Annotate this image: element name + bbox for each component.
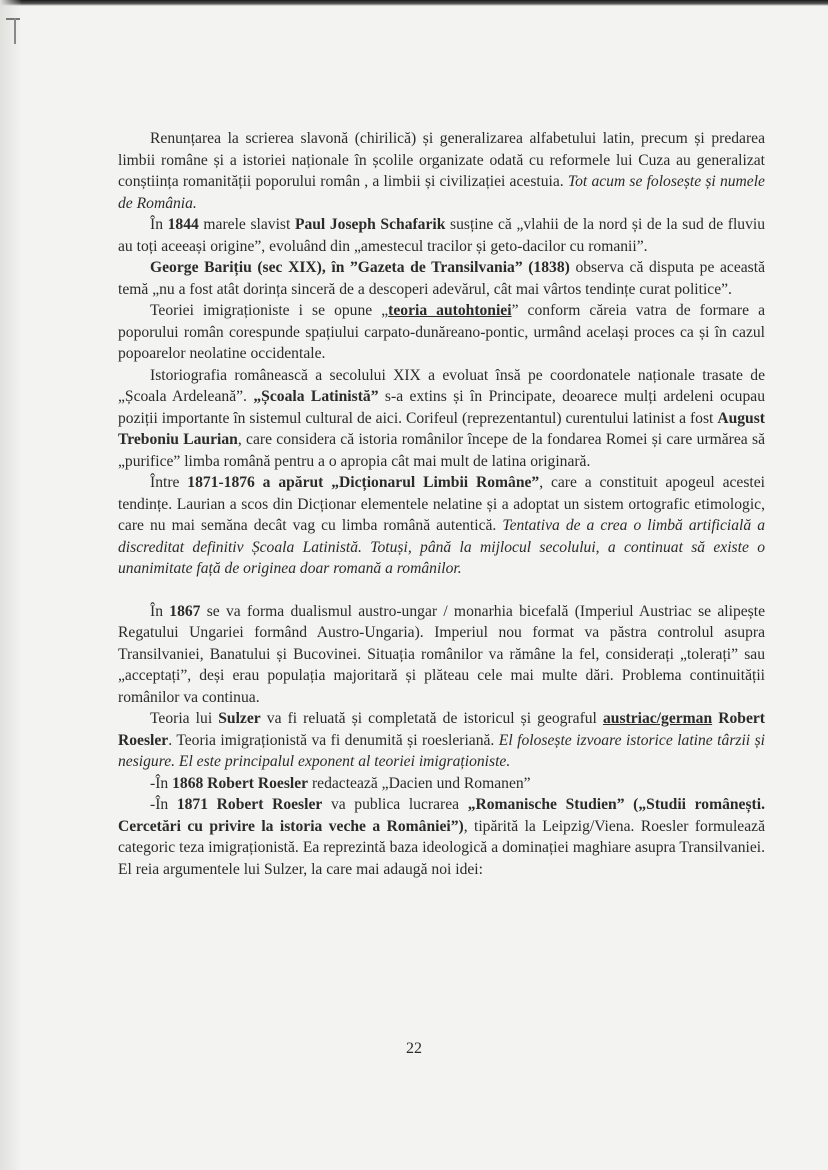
text-run: observa că disputa pe această temă „nu a fost atât dorința sinceră de a descoperi adevărul, cât mai vârtos tendințe curat politice”.: [118, 259, 765, 298]
text-run: , care a constituit apogeul acestei tendințe. Laurian a scos din Dicționar elementele nelatine și a adoptat un sistem ortografic etimologic, care nu mai semăna decât vag cu limba română autentică.: [118, 474, 765, 534]
scan-crop-mark: [6, 18, 20, 20]
text-run: Teoria lui: [150, 710, 219, 727]
text-run: susține că „vlahii de la nord și de la sud de fluviu au toți aceeași origine”, evoluând din „amestecul tracilor și geto-dacilor cu romanii”.: [118, 216, 765, 255]
text-run: , tipărită la Leipzig/Viena. Roesler formulează categoric teza imigraționistă. Ea reprezintă baza ideologică a dominației maghiare asupra Transilvaniei. El reia argumentele lui Sulzer, la care mai adaugă noi idei:: [118, 817, 765, 878]
text-run: -În: [150, 774, 173, 792]
paragraph-dualism: [118, 601, 765, 709]
paragraph-sulzer-roesler: [118, 708, 765, 773]
text-run: va publica lucrarea: [322, 796, 468, 813]
scan-top-edge: [0, 0, 828, 6]
text-run: redactează „Dacien und Romanen”: [308, 774, 531, 792]
list-item-1871: [118, 794, 765, 880]
paragraph-autohtonie: [118, 300, 765, 365]
scan-left-shadow: [0, 0, 22, 1170]
text-run: Istoriografia românească a secolului XIX a evoluat însă pe coordonatele naționale trasate de „Școala Ardeleană”.: [118, 366, 765, 405]
paragraph-baritiu: [118, 257, 765, 300]
text-run: Teoriei imigraționiste i se opune „: [150, 302, 389, 319]
bold-text: „Romanische Studien” („Studii românești. Cercetări cu privire la istoria veche a României”): [118, 796, 765, 835]
bold-text: 1868 Robert Roesler: [172, 774, 309, 792]
text-run: va fi reluată și completată de istoricul și geograful: [260, 710, 603, 727]
text-run: se va forma dualismul austro-ungar / monarhia bicefală (Imperiul Austriac se alipește Regatului Ungariei formând Austro-Ungaria). Imperiul nou format va păstra controlul asupra Transilvaniei, Banatului și Bucovinei. Situația românilor va rămâne la fel, considerați „tolerați” sau „acceptați”, deși erau populația majoritară și plăteau cele mai multe dări. Problema continuității românilor va continua.: [118, 602, 765, 706]
bold-text: 1867: [169, 602, 201, 620]
list-item-1868: [118, 773, 765, 795]
paragraph-schafarik: [118, 214, 765, 257]
bold-text: teoria autohtoniei: [388, 302, 512, 319]
text-run: Între: [150, 474, 188, 491]
text-run: Renunțarea la scrierea slavonă (chirilică) și generalizarea alfabetului latin, precum și predarea limbii române și a istoriei naționale în școlile organizate odată cu reformele lui Cuza au generalizat conștiința romanității poporului român , a limbii și civilizației acestuia.: [118, 130, 765, 190]
bold-text: Sulzer: [218, 710, 261, 727]
text-run: În: [150, 216, 168, 233]
italic-text: Totuși, până la mijlocul secolului, a continuat să existe o unanimitate față de originea doar romană a românilor.: [118, 538, 765, 577]
text-run: În: [150, 602, 170, 620]
paragraph-cuza-reforms: [118, 128, 765, 214]
italic-text: Tot acum se folosește și numele de România.: [118, 173, 765, 212]
page-number: 22: [406, 1040, 422, 1057]
bold-text: 1871 Robert Roesler: [176, 796, 323, 813]
bold-text: Paul Joseph Schafarik: [294, 216, 446, 233]
text-run: ” conform căreia vatra de formare a poporului român corespunde spațiului carpato-dunăreano-pontic, urmând același proces ca și în cazul popoarelor neolatine occidentale.: [118, 302, 765, 362]
bold-text: 1871-1876 a apărut „Dicționarul Limbii Române”: [187, 474, 540, 491]
scan-crop-mark-vertical: [14, 18, 16, 44]
text-run: s-a extins și în Principate, deoarece mulți ardeleni ocupau poziții importante în sistemul cultural de aici. Corifeul (reprezentantul) curentului latinist a fost: [118, 388, 765, 427]
bold-text: Robert Roesler: [118, 710, 765, 749]
bold-text: August Treboniu Laurian: [118, 409, 765, 448]
text-run: . Teoria imigraționistă va fi denumită și roesleriană.: [168, 731, 499, 749]
paragraph-dictionar: [118, 472, 765, 580]
page-body: [118, 128, 765, 880]
text-run: -În: [150, 796, 177, 813]
text-run: marele slavist: [198, 216, 295, 233]
bold-text: George Barițiu (sec XIX), în ”Gazeta de Transilvania” (1838): [150, 259, 570, 276]
bold-text: 1844: [167, 216, 199, 233]
bold-text: austriac/german: [602, 710, 713, 727]
paragraph-scoala-latinista: [118, 365, 765, 473]
italic-text: Tentativa de a crea o limbă artificială a discreditat definitiv Școala Latinistă.: [118, 517, 765, 556]
bold-text: „Școala Latinistă”: [253, 388, 379, 405]
italic-text: El folosește izvoare istorice latine târzii și nesigure. El este principalul exponent al teoriei imigraționiste.: [118, 731, 765, 770]
text-run: , care considera că istoria românilor începe de la fondarea Romei și care urmărea să „purifice” limba română pentru a o apropia cât mai mult de latina originară.: [118, 431, 765, 470]
